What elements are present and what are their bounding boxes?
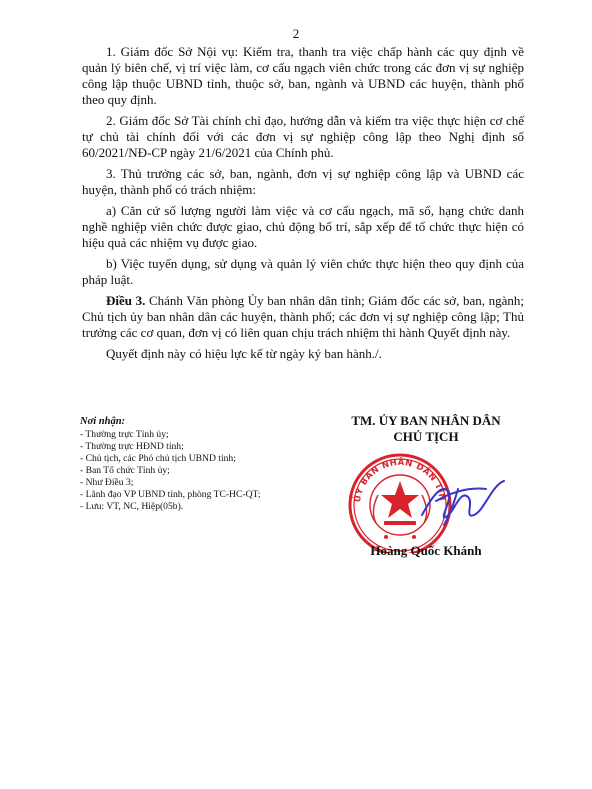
recipient-item: - Như Điều 3; [80, 477, 134, 488]
paragraph [82, 113, 524, 161]
signature-title: TM. ỦY BAN NHÂN DÂN [351, 413, 501, 428]
paragraph [82, 44, 524, 108]
paragraph [82, 256, 524, 288]
recipient-item: - Thường trực Tỉnh ủy; [80, 429, 169, 440]
official-seal [318, 443, 534, 553]
paragraph [82, 166, 524, 198]
signature-block [318, 413, 534, 558]
signature-position: CHỦ TỊCH [393, 429, 459, 444]
paragraph-text: 3. Thủ trưởng các sở, ban, ngành, đơn vị sự nghiệp công lập và UBND các huyện, thành phố có trách nhiệm: [82, 166, 524, 197]
recipient-item: - Thường trực HĐND tỉnh; [80, 441, 184, 452]
document-body [82, 44, 524, 367]
seal-text: ỦY BAN NHÂN DÂN TỈN [352, 457, 447, 503]
paragraph-text: Chánh Văn phòng Ủy ban nhân dân tỉnh; Giám đốc các sở, ban, ngành; Chủ tịch ủy ban nhân dân các huyện, thành phố; các đơn vị sự nghiệp công lập; Thủ trưởng các cơ quan, đơn vị có liên quan chịu trách nhiệm thi hành Quyết định này. [82, 293, 524, 340]
recipient-item: - Lãnh đạo VP UBND tỉnh, phòng TC-HC-QT; [80, 489, 261, 500]
seal-and-signature-icon [318, 443, 534, 553]
paragraph-text: 2. Giám đốc Sở Tài chính chỉ đạo, hướng dẫn và kiểm tra việc thực hiện cơ chế tự chủ tài chính đối với các đơn vị sự nghiệp công lập theo Nghị định số 60/2021/NĐ-CP ngày 21/6/2021 của Chính phủ. [82, 113, 524, 160]
signer-name: Hoàng Quốc Khánh [370, 543, 482, 558]
article-3-paragraph [82, 293, 524, 341]
paragraph [82, 203, 524, 251]
paragraph-text: 1. Giám đốc Sở Nội vụ: Kiểm tra, thanh tra việc chấp hành các quy định về quản lý biên chế, vị trí việc làm, cơ cấu ngạch viên chức trong các đơn vị sự nghiệp công lập thuộc UBND tỉnh, thuộc sở, ban, ngành và UBND các huyện, thành phố theo quy định. [82, 44, 524, 107]
paragraph-text: a) Căn cứ số lượng người làm việc và cơ cấu ngạch, mã số, hạng chức danh nghề nghiệp viên chức được giao, chủ động bố trí, sắp xếp để tổ chức thực hiện có hiệu quả các nhiệm vụ được giao. [82, 203, 524, 250]
recipients-list [80, 416, 320, 513]
recipient-item: - Chủ tịch, các Phó chủ tịch UBND tỉnh; [80, 453, 236, 464]
page-number: 2 [292, 26, 300, 41]
recipient-item: - Lưu: VT, NC, Hiệp(05b). [80, 501, 184, 512]
effective-clause [82, 346, 524, 362]
article-heading: Điều 3. [106, 293, 146, 308]
recipients-heading: Nơi nhận: [80, 416, 126, 427]
paragraph-text: b) Việc tuyển dụng, sử dụng và quản lý viên chức thực hiện theo quy định của pháp luật. [82, 256, 524, 287]
paragraph-text: Quyết định này có hiệu lực kể từ ngày ký ban hành./. [106, 346, 382, 361]
recipient-item: - Ban Tổ chức Tỉnh ủy; [80, 465, 170, 476]
